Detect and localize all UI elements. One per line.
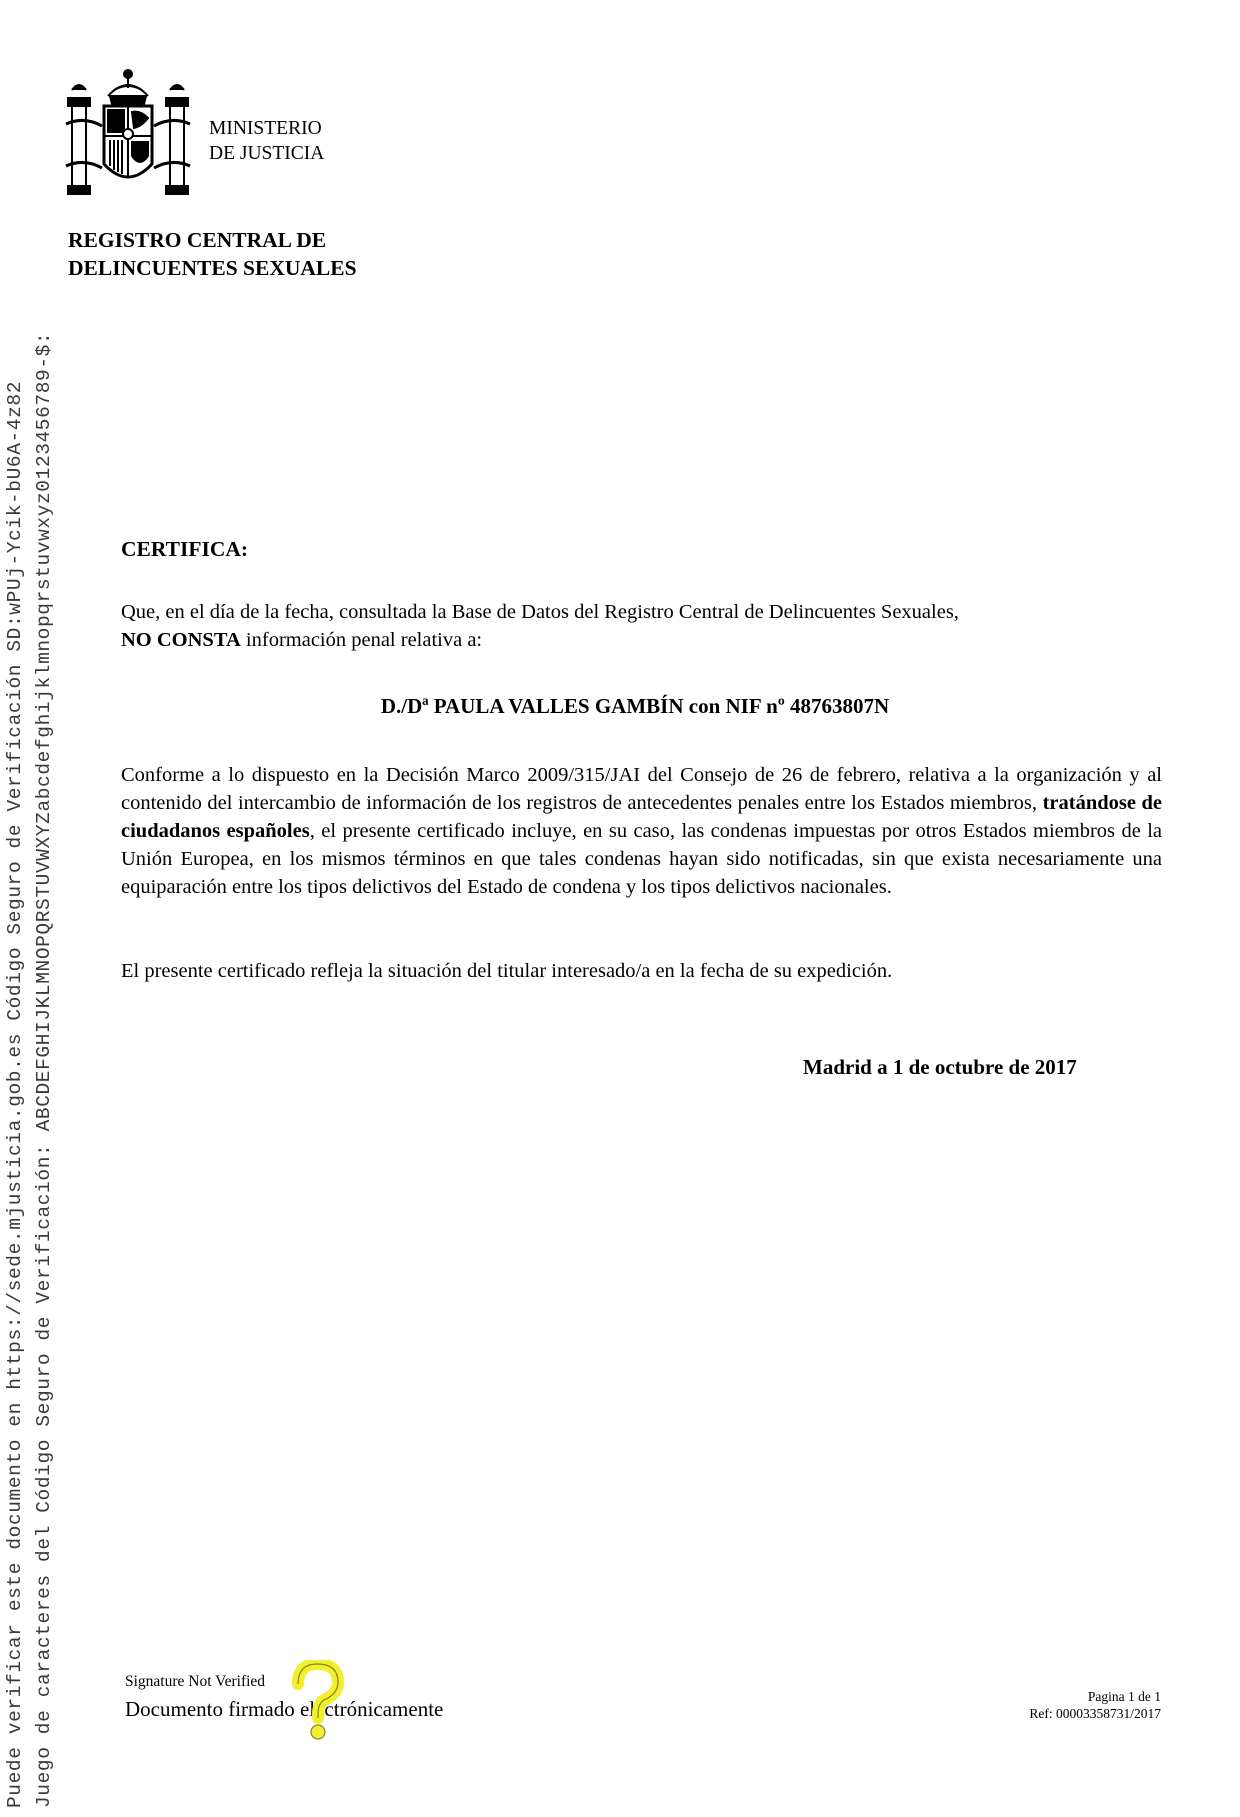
registry-name <box>68 226 357 282</box>
place-date: Madrid a 1 de octubre de 2017 <box>803 1055 1077 1079</box>
signature-label: Documento firmado electrónicamente <box>125 1697 444 1721</box>
verification-charset-text: Juego de caracteres del Código Seguro de Verificación: ABCDEFGHIJKLMNOPQRSTUVWXYZabcdefghijklmnopqrstuvwxyz0123456789-$: <box>33 331 55 1808</box>
subject-line: D./Dª PAULA VALLES GAMBÍN con NIF nº 48763807N <box>380 694 890 718</box>
certificate-heading: CERTIFICA: <box>121 537 249 561</box>
intro-line-1: Que, en el día de la fecha, consultada la Base de Datos del Registro Central de Delincuentes Sexuales, <box>121 601 959 623</box>
intro-line-2 <box>121 626 1162 654</box>
coat-of-arms-icon <box>64 66 192 204</box>
validity-paragraph: El presente certificado refleja la situación del titular interesado/a en la fecha de su expedición. <box>121 960 893 982</box>
no-consta-label: NO CONSTA <box>121 629 241 651</box>
registry-line-1: REGISTRO CENTRAL DE <box>68 228 327 252</box>
legal-paragraph-end: , el presente certificado incluye, en su caso, las condenas impuestas por otros Estados miembros de la Unión Europea, en los mismos términos en que tales condenas hayan sido notificadas, sin que exista necesariamente una equiparación entre los tipos delictivos del Estado de condena y los tipos delictivos nacionales. <box>121 820 1163 898</box>
verification-url-text: Puede verificar este documento en https://sede.mjusticia.gob.es Código Seguro de Verificación SD:wPUj-Ycik-bU6A-4z82 <box>4 380 26 1808</box>
ministry-line-2: DE JUSTICIA <box>209 143 325 164</box>
legal-paragraph-bold: tratándose de ciudadanos españoles <box>121 792 1162 842</box>
intro-paragraph <box>121 598 1162 654</box>
ministry-line-1: MINISTERIO <box>209 118 322 139</box>
legal-paragraph-start: Conforme a lo dispuesto en la Decisión Marco 2009/315/JAI del Consejo de 26 de febrero, relativa a la organización y al contenido del intercambio de información de los registros de antecedentes penales entre los Estados miembros, <box>121 764 1162 814</box>
page-info <box>1029 1688 1161 1722</box>
legal-paragraph <box>121 761 1162 901</box>
registry-line-2: DELINCUENTES SEXUALES <box>68 256 357 280</box>
ministry-name <box>209 116 324 166</box>
reference-number: Ref: 00003358731/2017 <box>1029 1706 1161 1721</box>
page-number: Pagina 1 de 1 <box>1087 1689 1161 1704</box>
signature-status: Signature Not Verified <box>125 1673 266 1690</box>
question-mark-icon <box>290 1660 344 1742</box>
intro-rest: información penal relativa a: <box>240 629 483 651</box>
